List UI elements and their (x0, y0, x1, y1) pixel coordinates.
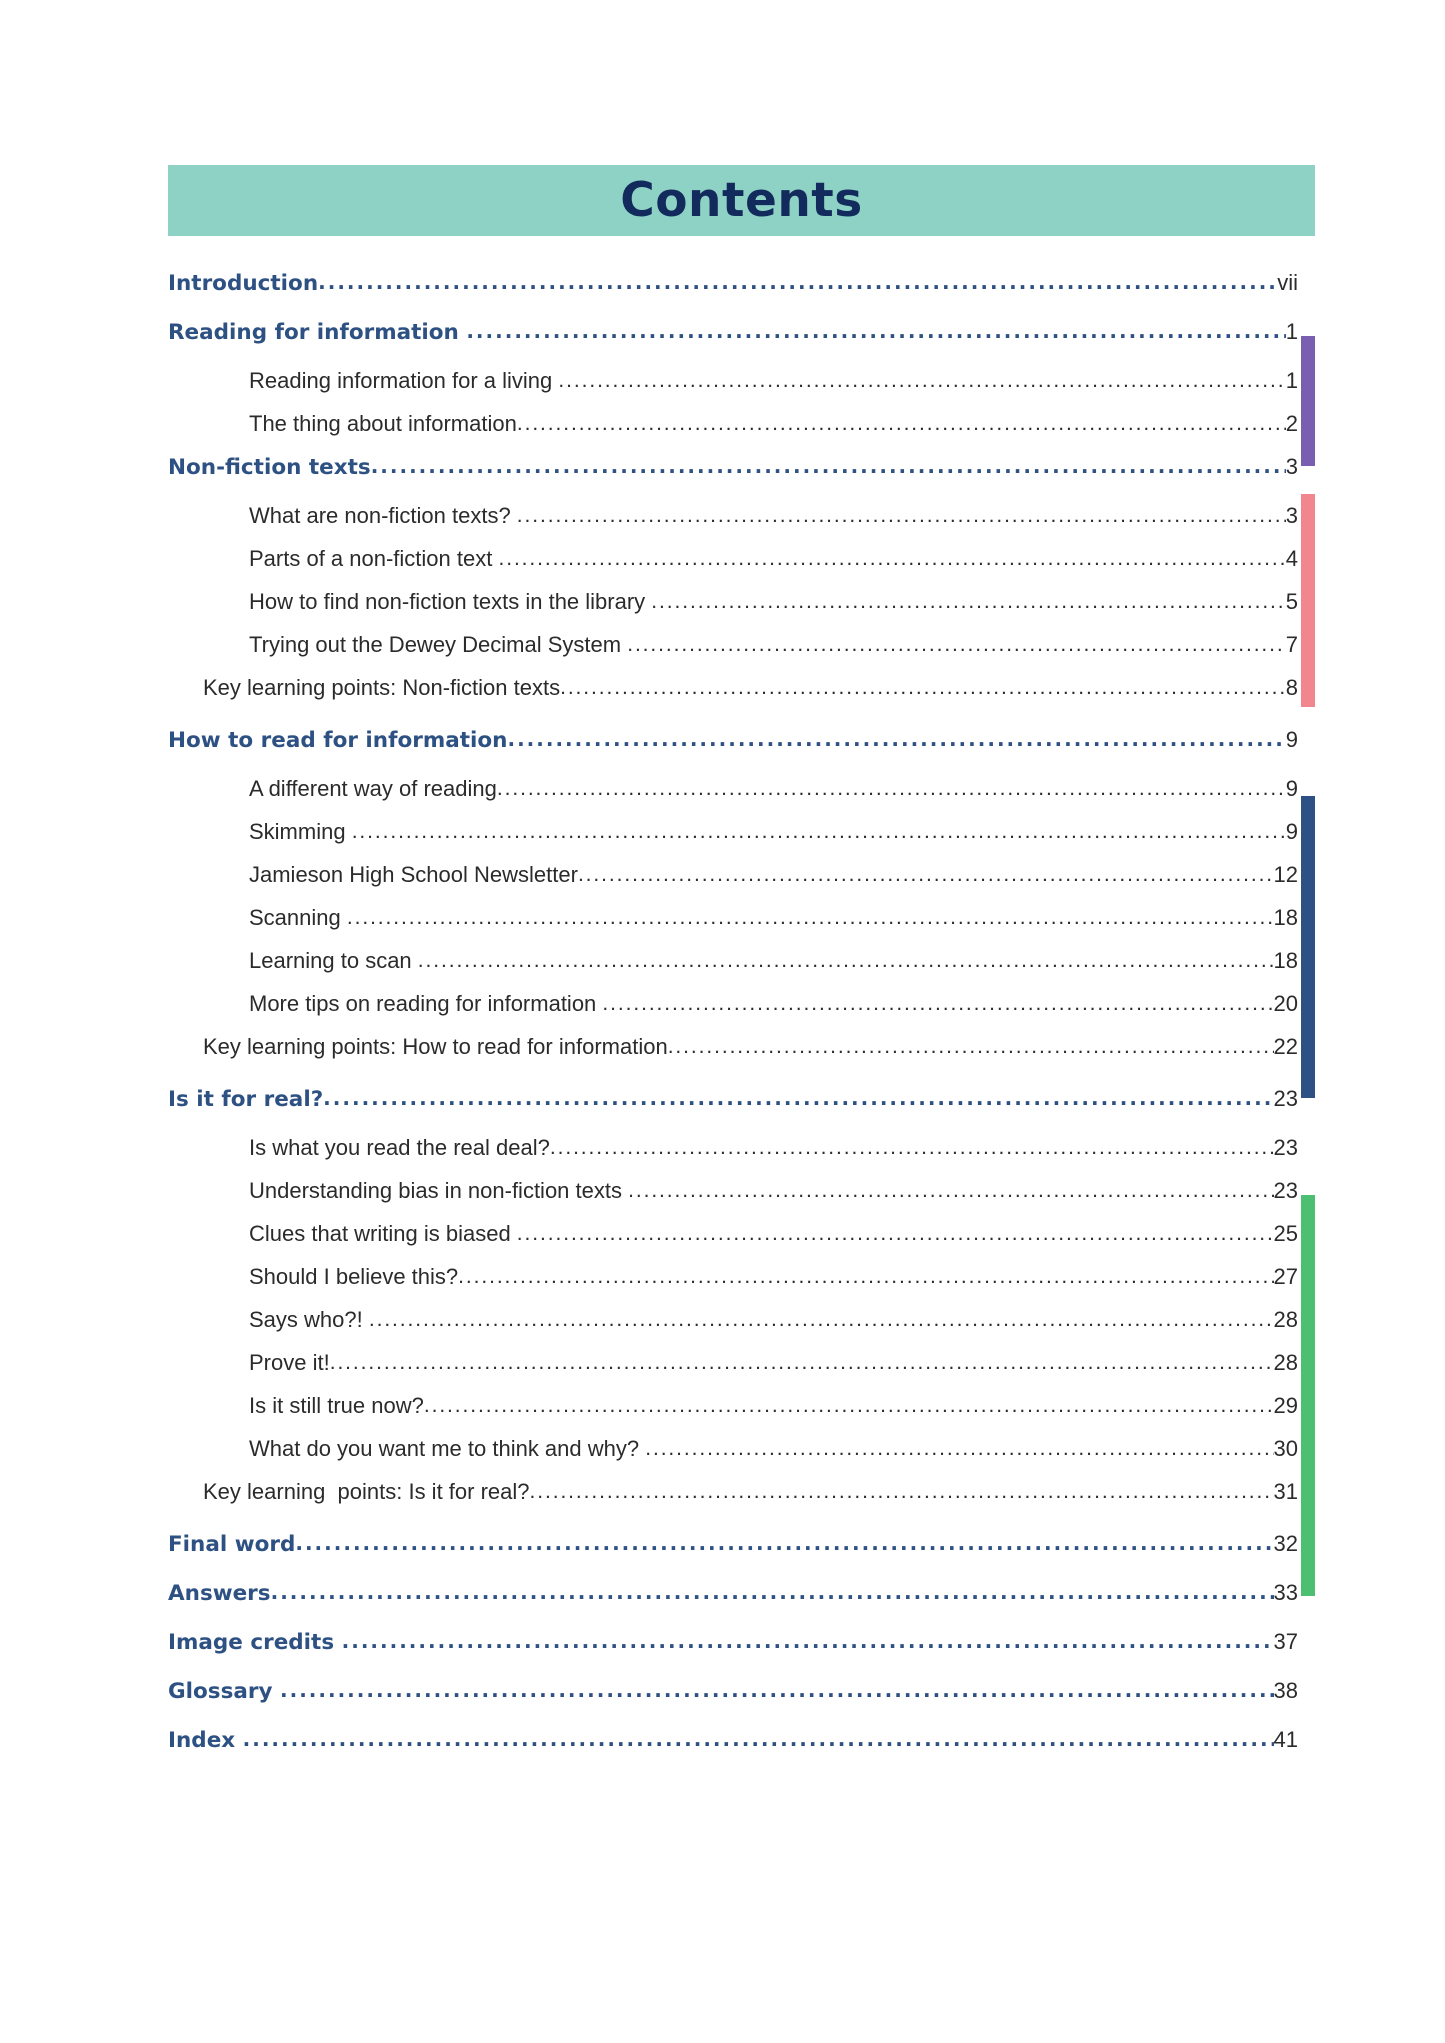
leader-dots (628, 1179, 1273, 1203)
leader-dots (330, 1351, 1274, 1375)
toc-entry-label: Jamieson High School Newsletter (249, 862, 578, 887)
toc-page-number: 25 (1273, 1221, 1298, 1246)
toc-entry-sub[interactable] (168, 1135, 1298, 1161)
leader-dots (627, 633, 1286, 657)
toc-entry-label: More tips on reading for information (249, 991, 603, 1016)
contents-banner (168, 165, 1315, 236)
toc-entry-label: Key learning points: Is it for real? (203, 1479, 530, 1504)
toc-entry-label: How to read for information (168, 728, 508, 753)
toc-entry-sub[interactable] (168, 589, 1298, 615)
toc-entry-major[interactable] (168, 1086, 1298, 1112)
leader-dots (645, 1437, 1273, 1461)
leader-dots (466, 319, 1285, 343)
toc-entry-label: The thing about information (249, 411, 517, 436)
toc-page-number: 23 (1273, 1178, 1298, 1203)
toc-entry-sub[interactable] (168, 776, 1298, 802)
toc-entry-label: Reading information for a living (249, 368, 559, 393)
toc-page-number: 3 (1285, 503, 1298, 528)
toc-page-number: 18 (1273, 948, 1298, 973)
leader-dots (517, 412, 1286, 436)
toc-page-number: 38 (1273, 1678, 1298, 1703)
toc-page-number: 41 (1273, 1727, 1298, 1752)
toc-entry-major[interactable] (168, 319, 1298, 345)
toc-entry-label: Is it still true now? (249, 1393, 424, 1418)
toc-entry-sub[interactable] (168, 1221, 1298, 1247)
section-color-bar-how-to-read-for-information (1301, 796, 1315, 1098)
toc-entry-major[interactable] (168, 454, 1298, 480)
toc-entry-list (168, 270, 1315, 1776)
leader-dots (550, 1136, 1274, 1160)
toc-entry-major[interactable] (168, 1580, 1298, 1606)
leader-dots (323, 1086, 1273, 1110)
toc-page-number: 18 (1273, 905, 1298, 930)
toc-entry-label: Non-fiction texts (168, 455, 371, 480)
toc-page-number: 23 (1273, 1086, 1298, 1111)
toc-page-number: 4 (1285, 546, 1298, 571)
toc-page-number: 32 (1273, 1531, 1298, 1556)
toc-page-number: 31 (1273, 1479, 1298, 1504)
toc-entry-sub[interactable] (168, 1307, 1298, 1333)
toc-entry-label: Understanding bias in non-fiction texts (249, 1178, 629, 1203)
toc-page-number: 27 (1273, 1264, 1298, 1289)
toc-entry-label: Trying out the Dewey Decimal System (249, 632, 628, 657)
leader-dots (507, 727, 1285, 751)
leader-dots (497, 777, 1286, 801)
leader-dots (560, 676, 1286, 700)
leader-dots (371, 454, 1286, 478)
toc-entry-sub[interactable] (168, 675, 1298, 701)
toc-page-number: 28 (1273, 1307, 1298, 1332)
toc-page-number: 1 (1285, 368, 1298, 393)
toc-page-number: 3 (1285, 454, 1298, 479)
toc-entry-sub[interactable] (168, 368, 1298, 394)
leader-dots (558, 369, 1285, 393)
toc-entry-label: Should I believe this? (249, 1264, 459, 1289)
leader-dots (458, 1265, 1273, 1289)
leader-dots (517, 1222, 1274, 1246)
toc-page-number: 1 (1285, 319, 1298, 344)
leader-dots (271, 1580, 1274, 1604)
toc-entry-sub[interactable] (168, 1034, 1298, 1060)
toc-entry-sub[interactable] (168, 1479, 1298, 1505)
toc-entry-sub[interactable] (168, 862, 1298, 888)
toc-entry-label: Says who?! (249, 1307, 369, 1332)
toc-page-number: 9 (1285, 727, 1298, 752)
toc-entry-label: Image credits (168, 1630, 342, 1655)
toc-page-number: vii (1277, 270, 1298, 295)
leader-dots (578, 863, 1274, 887)
toc-entry-label: Key learning points: How to read for information (203, 1034, 668, 1059)
toc-entry-label: Index (168, 1728, 243, 1753)
toc-entry-label: Is it for real? (168, 1087, 324, 1112)
toc-entry-major[interactable] (168, 270, 1298, 296)
toc-page-number: 2 (1285, 411, 1298, 436)
toc-entry-label: Key learning points: Non-fiction texts (203, 675, 561, 700)
toc-entry-major[interactable] (168, 1531, 1298, 1557)
toc-entry-major[interactable] (168, 727, 1298, 753)
toc-page-number: 20 (1273, 991, 1298, 1016)
toc-entry-sub[interactable] (168, 1436, 1298, 1462)
toc-entry-sub[interactable] (168, 632, 1298, 658)
toc-entry-sub[interactable] (168, 1178, 1298, 1204)
toc-entry-major[interactable] (168, 1629, 1298, 1655)
toc-entry-major[interactable] (168, 1678, 1298, 1704)
toc-entry-sub[interactable] (168, 819, 1298, 845)
leader-dots (352, 820, 1286, 844)
leader-dots (424, 1394, 1274, 1418)
toc-entry-label: Scanning (249, 905, 347, 930)
toc-entry-label: Reading for information (168, 320, 467, 345)
toc-page-number: 8 (1285, 675, 1298, 700)
toc-entry-major[interactable] (168, 1727, 1298, 1753)
toc-entry-sub[interactable] (168, 411, 1298, 437)
leader-dots (498, 547, 1285, 571)
section-color-bar-is-it-for-real (1301, 1195, 1315, 1596)
toc-entry-label: Learning to scan (249, 948, 418, 973)
leader-dots (530, 1480, 1274, 1504)
toc-entry-sub[interactable] (168, 1393, 1298, 1419)
toc-entry-label: A different way of reading (249, 776, 497, 801)
leader-dots (243, 1727, 1274, 1751)
leader-dots (517, 504, 1286, 528)
toc-page-number: 30 (1273, 1436, 1298, 1461)
toc-entry-sub[interactable] (168, 1350, 1298, 1376)
toc-page-number: 7 (1285, 632, 1298, 657)
leader-dots (347, 906, 1274, 930)
toc-entry-label: How to find non-fiction texts in the library (249, 589, 652, 614)
leader-dots (318, 270, 1277, 294)
page-title: Contents (620, 173, 863, 228)
toc-page-number: 28 (1273, 1350, 1298, 1375)
toc-page-number: 22 (1273, 1034, 1298, 1059)
toc-page-number: 5 (1285, 589, 1298, 614)
toc-page-number: 33 (1273, 1580, 1298, 1605)
toc-entry-label: Skimming (249, 819, 352, 844)
toc-page-number: 12 (1273, 862, 1298, 887)
toc-entry-label: What are non-fiction texts? (249, 503, 517, 528)
toc-entry-label: Introduction (168, 271, 319, 296)
leader-dots (280, 1678, 1274, 1702)
toc-page-number: 9 (1285, 819, 1298, 844)
toc-entry-label: Glossary (168, 1679, 280, 1704)
toc-entry-label: What do you want me to think and why? (249, 1436, 646, 1461)
toc-entry-label: Final word (168, 1532, 296, 1557)
toc-entry-label: Clues that writing is biased (249, 1221, 517, 1246)
toc-page-number: 23 (1273, 1135, 1298, 1160)
leader-dots (602, 992, 1273, 1016)
leader-dots (651, 590, 1285, 614)
toc-entry-sub[interactable] (168, 1264, 1298, 1290)
toc-entry-sub[interactable] (168, 503, 1298, 529)
toc-entry-sub[interactable] (168, 948, 1298, 974)
toc-page-number: 29 (1273, 1393, 1298, 1418)
leader-dots (369, 1308, 1274, 1332)
toc-entry-sub[interactable] (168, 991, 1298, 1017)
toc-entry-label: Is what you read the real deal? (249, 1135, 550, 1160)
section-color-bar-non-fiction-texts (1301, 494, 1315, 707)
toc-entry-label: Answers (168, 1581, 271, 1606)
toc-entry-label: Prove it! (249, 1350, 330, 1375)
leader-dots (418, 949, 1274, 973)
leader-dots (668, 1035, 1274, 1059)
toc-entry-sub[interactable] (168, 905, 1298, 931)
toc-entry-label: Parts of a non-fiction text (249, 546, 499, 571)
toc-page-number: 37 (1273, 1629, 1298, 1654)
section-color-bar-reading-for-information (1301, 336, 1315, 466)
leader-dots (295, 1531, 1273, 1555)
toc-page-number: 9 (1285, 776, 1298, 801)
toc-entry-sub[interactable] (168, 546, 1298, 572)
leader-dots (342, 1629, 1274, 1653)
